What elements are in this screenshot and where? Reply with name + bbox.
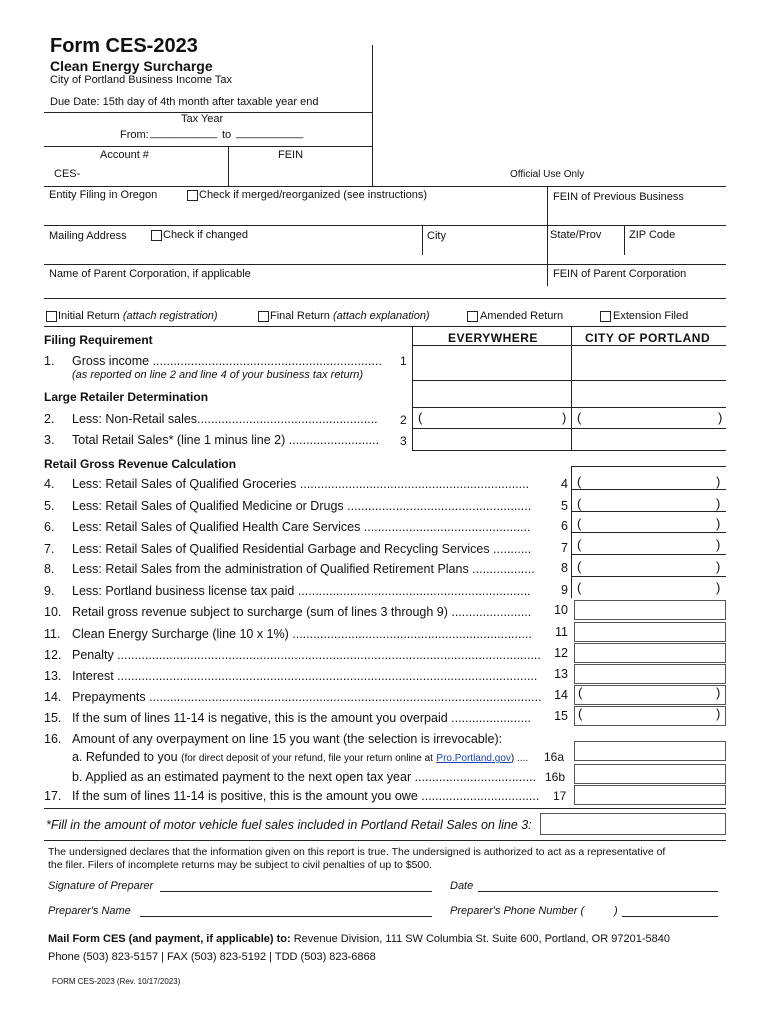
rule [412,407,726,408]
line-13-number: 13. [44,669,62,683]
line-14-label: Prepayments ................................................................................................................. [72,690,542,704]
line-12-ref: 12 [554,646,568,660]
rule [571,532,726,533]
line-17-input[interactable] [574,785,726,805]
line-11-input[interactable] [574,622,726,642]
line-1-everywhere-input[interactable] [414,347,569,377]
line-8-label: Less: Retail Sales from the administration of Qualified Retirement Plans .................. [72,562,535,576]
merged-label: Check if merged/reorganized (see instructions) [199,189,428,201]
zip-label: ZIP Code [629,229,676,241]
rule [44,186,726,187]
close-paren: ) [716,537,721,552]
line-9-number: 9. [44,584,55,598]
merged-checkbox[interactable] [187,190,198,201]
line-10-input[interactable] [574,600,726,620]
extension-filed-checkbox[interactable] [600,311,611,322]
line-14-ref: 14 [554,688,568,702]
initial-return-label: Initial Return (attach registration) [58,310,218,322]
line-13-input[interactable] [574,664,726,684]
line-15-number: 15. [44,711,62,725]
preparer-phone-label: Preparer's Phone Number ( [450,905,585,917]
extension-filed-label: Extension Filed [613,310,689,322]
line-2-number: 2. [44,412,55,426]
amended-return-label: Amended Return [480,310,564,322]
final-return-label: Final Return (attach explanation) [270,310,430,322]
line-13-label: Interest ......................................................................................................................... [72,669,538,683]
preparer-name-line [140,916,432,917]
line-12-input[interactable] [574,643,726,663]
close-paren: ) [716,685,721,700]
preparer-name-label: Preparer's Name [48,905,131,917]
open-paren: ( [577,410,582,425]
line-16a-input[interactable] [574,741,726,761]
line-3-number: 3. [44,433,55,447]
address-changed-checkbox[interactable] [151,230,162,241]
line-15-input[interactable] [574,706,726,726]
agency-name: City of Portland Business Income Tax [50,74,232,86]
line-16b-input[interactable] [574,764,726,784]
line-9-ref: 9 [561,583,568,597]
close-paren: ) [716,516,721,531]
rule [44,808,726,809]
tax-year-label: Tax Year [181,113,224,125]
rule [571,511,726,512]
line-3-ref: 3 [400,434,407,448]
line-9-label: Less: Portland business license tax paid ................................................................... [72,584,531,598]
line-12-label: Penalty .......................................................................................................................... [72,648,541,662]
line-1-note: (as reported on line 2 and line 4 of your business tax return) [72,369,364,381]
form-revision: FORM CES-2023 (Rev. 10/17/2023) [52,977,181,986]
retail-gross-heading: Retail Gross Revenue Calculation [44,457,237,471]
line-3-label: Total Retail Sales* (line 1 minus line 2) .......................... [72,433,380,447]
rule [228,146,229,186]
line-7-input[interactable] [586,535,712,553]
line-10-ref: 10 [554,603,568,617]
line-1-portland-input[interactable] [573,347,723,377]
rule [412,428,726,429]
filing-requirement-heading: Filing Requirement [44,333,153,347]
header-divider [372,45,373,187]
signature-line [160,891,432,892]
from-label: From: [120,129,149,141]
line-5-label: Less: Retail Sales of Qualified Medicine or Drugs ..................................................... [72,499,532,513]
line-5-input[interactable] [586,494,712,512]
rule [44,146,372,147]
line-3-everywhere-input[interactable] [414,430,569,448]
line-13-ref: 13 [554,667,568,681]
open-paren: ( [577,559,582,574]
ces-prefix: CES- [54,168,81,180]
line-15-ref: 15 [554,709,568,723]
motor-fuel-sales-input[interactable] [540,813,726,835]
declaration-line-2: the filer. Filers of incomplete returns may be subject to civil penalties of up to $500. [48,859,433,871]
line-16-number: 16. [44,732,62,746]
close-paren: ) [716,580,721,595]
fein-label: FEIN [278,149,304,161]
line-12-number: 12. [44,648,62,662]
close-paren: ) [716,559,721,574]
line-2-portland-input[interactable] [586,409,714,427]
open-paren: ( [578,706,583,721]
parent-corp-label: Name of Parent Corporation, if applicable [49,268,251,280]
phone-close-paren: ) [614,905,618,917]
line-8-ref: 8 [561,561,568,575]
rule [44,298,726,299]
line-11-ref: 11 [555,625,568,639]
line-7-ref: 7 [561,541,568,555]
open-paren: ( [577,537,582,552]
to-label: to [222,129,232,141]
mailing-address-label: Mailing Address [49,230,127,242]
open-paren: ( [577,474,582,489]
open-paren: ( [577,516,582,531]
form-title: Form CES-2023 [50,35,198,57]
rule [412,450,726,451]
rule [412,345,726,346]
motor-fuel-footnote: *Fill in the amount of motor vehicle fuel sales included in Portland Retail Sales on line 3: [46,818,532,832]
line-6-ref: 6 [561,519,568,533]
line-8-input[interactable] [586,557,712,575]
line-4-label: Less: Retail Sales of Qualified Groceries .................................................................. [72,477,530,491]
line-4-input[interactable] [586,472,712,490]
declaration-line-1: The undersigned declares that the information given on this report is true. The undersigned is authorized to act as a representative of [48,846,666,858]
mail-instructions: Mail Form CES (and payment, if applicable) to: Revenue Division, 111 SW Columbia St. Suite 600, Portland, OR 97201-5840 [48,933,670,945]
line-7-number: 7. [44,542,55,556]
line-8-number: 8. [44,562,55,576]
open-paren: ( [418,410,423,425]
rule [44,326,726,327]
fein-input[interactable] [235,164,365,182]
preparer-name-input[interactable] [140,900,432,916]
date-input[interactable] [478,875,718,891]
open-paren: ( [578,685,583,700]
close-paren: ) [718,410,723,425]
to-field[interactable]: ___________ [236,127,304,139]
line-14-input[interactable] [574,685,726,705]
line-7-label: Less: Retail Sales of Qualified Residential Garbage and Recycling Services ........... [72,542,532,556]
phone-area-code-input[interactable] [592,900,612,916]
address-changed-label: Check if changed [163,229,248,241]
line-2-ref: 2 [400,413,407,427]
line-17-ref: 17 [553,789,567,803]
line-16b-ref: 16b [545,770,566,784]
line-3-portland-input[interactable] [573,430,723,448]
account-input[interactable] [64,164,219,182]
line-1-label: Gross income .................................................................. [72,354,382,368]
rule [571,489,726,490]
account-label: Account # [100,149,149,161]
line-4-number: 4. [44,477,55,491]
preparer-phone-input[interactable] [622,900,718,916]
line-16a-ref: 16a [544,750,565,764]
rule [547,186,548,286]
line-16a-label: a. Refunded to you (for direct deposit of your refund, file your return online at Pro.Portland.gov) .... [72,750,529,764]
fein-previous-label: FEIN of Previous Business [553,191,684,203]
rule [624,225,625,255]
large-retailer-heading: Large Retailer Determination [44,390,209,404]
amended-return-checkbox[interactable] [467,311,478,322]
close-paren: ) [716,496,721,511]
line-11-label: Clean Energy Surcharge (line 10 x 1%) ..................................................................... [72,627,532,641]
everywhere-column-header: EVERYWHERE [448,331,538,345]
final-return-checkbox[interactable] [258,311,269,322]
close-paren: ) [716,706,721,721]
line-16-label: Amount of any overpayment on line 15 you want (the selection is irrevocable): [72,732,503,746]
rule [571,466,726,467]
line-9-input[interactable] [586,578,712,596]
from-field[interactable]: ___________ [150,127,218,139]
line-4-ref: 4 [561,477,568,491]
line-14-number: 14. [44,690,62,704]
portland-column-header: CITY OF PORTLAND [585,331,711,345]
signature-input[interactable] [160,875,432,891]
line-17-number: 17. [44,789,62,803]
line-6-number: 6. [44,520,55,534]
line-5-ref: 5 [561,499,568,513]
line-15-label: If the sum of lines 11-14 is negative, this is the amount you overpaid ....................... [72,711,532,725]
form-subtitle: Clean Energy Surcharge [50,58,213,74]
rule [412,380,726,381]
initial-return-checkbox[interactable] [46,311,57,322]
open-paren: ( [577,580,582,595]
pro-portland-link[interactable]: Pro.Portland.gov [436,753,511,764]
line-5-number: 5. [44,499,55,513]
rule [44,264,726,265]
line-6-input[interactable] [586,514,712,532]
line-2-label: Less: Non-Retail sales.................................................... [72,412,378,426]
line-17-label: If the sum of lines 11-14 is positive, this is the amount you owe .................................. [72,789,540,803]
open-paren: ( [577,496,582,511]
date-label: Date [450,880,474,892]
fein-parent-label: FEIN of Parent Corporation [553,268,687,280]
rule [571,554,726,555]
entity-label: Entity Filing in Oregon [49,189,158,201]
rule [571,576,726,577]
phone-line [622,916,718,917]
line-6-label: Less: Retail Sales of Qualified Health Care Services ................................................ [72,520,531,534]
line-16b-label: b. Applied as an estimated payment to the next open tax year ................................... [72,770,537,784]
due-date: Due Date: 15th day of 4th month after taxable year end [50,96,319,108]
city-label: City [427,230,446,242]
close-paren: ) [716,474,721,489]
rule [44,840,726,841]
rule [422,225,423,255]
official-use-label: Official Use Only [510,169,585,180]
line-1-number: 1. [44,354,55,368]
date-line [478,891,718,892]
line-10-label: Retail gross revenue subject to surcharge (sum of lines 3 through 9) ....................... [72,605,532,619]
line-2-everywhere-input[interactable] [426,409,559,427]
signature-label: Signature of Preparer [48,880,154,892]
close-paren: ) [562,410,567,425]
line-11-number: 11. [44,627,61,641]
line-10-number: 10. [44,605,62,619]
state-label: State/Prov [550,229,602,241]
line-1-ref: 1 [400,354,407,368]
contact-phones: Phone (503) 823-5157 | FAX (503) 823-5192 | TDD (503) 823-6868 [48,951,376,963]
